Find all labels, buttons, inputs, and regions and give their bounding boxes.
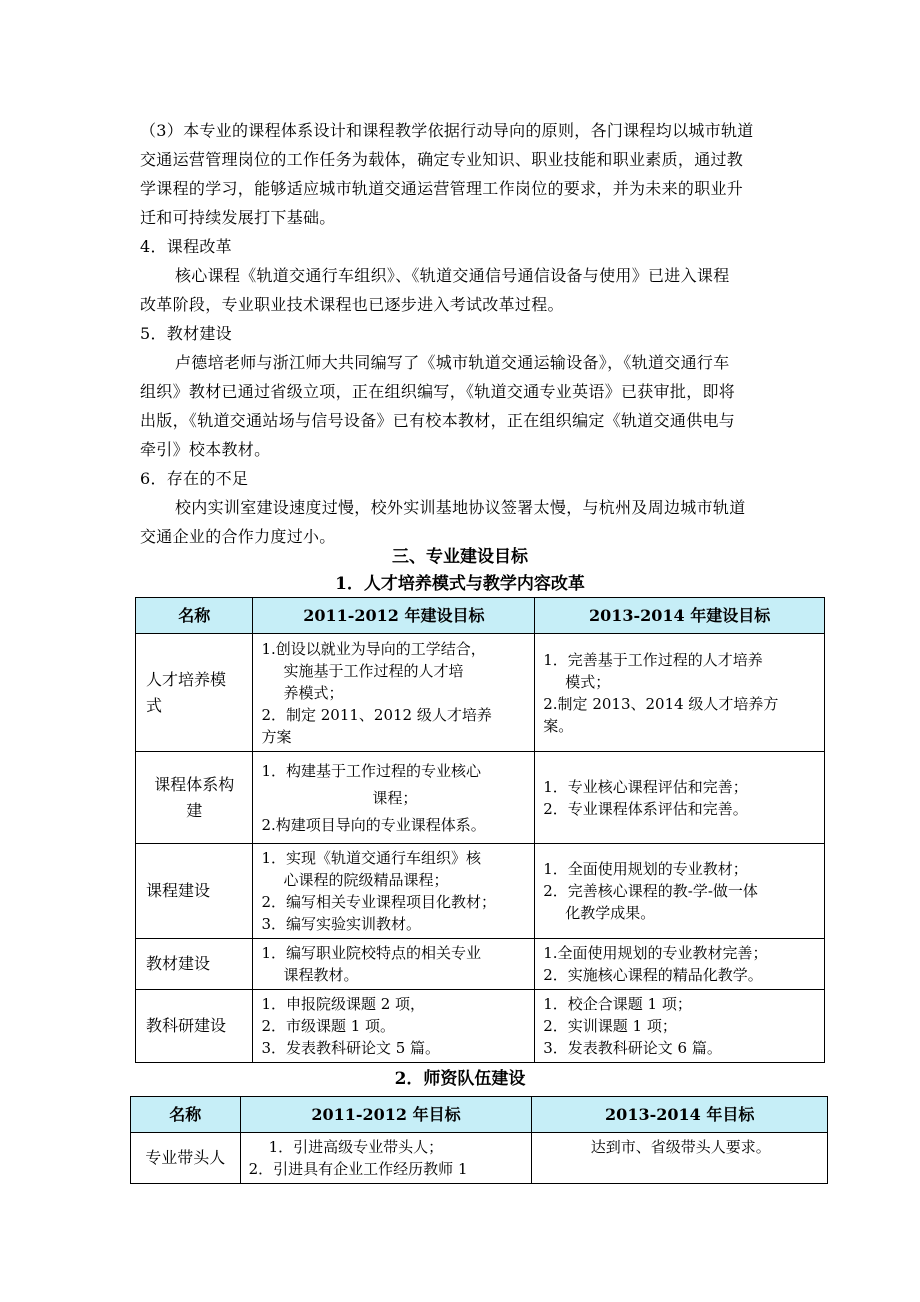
header-2013-2014: 2013-2014 年建设目标 (535, 598, 825, 634)
row-name-line: 课程体系构 (154, 774, 235, 794)
row-name-line: 式 (146, 695, 163, 715)
goal-item-cont: 心课程的院级精品课程； (283, 871, 449, 889)
goal-2011-2012 (253, 990, 535, 1063)
goal-2011-2012 (253, 844, 535, 939)
goal-2013-2014 (535, 752, 825, 844)
header-2011-2012: 2011-2012 年目标 (240, 1097, 532, 1133)
goal-2013-2014 (532, 1133, 828, 1184)
table2-title: 2．师资队伍建设 (394, 1069, 526, 1089)
goal-item-cont: 模式； (565, 672, 611, 691)
row-name (136, 990, 253, 1063)
text-line: 卢德培老师与浙江师大共同编写了《城市轨道交通运输设备》，《轨道交通行车 (175, 353, 730, 372)
goal-item: 2．编写相关专业课程项目化教材； (261, 893, 496, 911)
header-name: 名称 (136, 598, 253, 634)
goal-item: 1.创设以就业为导向的工学结合， (261, 639, 486, 658)
row-name-line: 建 (186, 800, 203, 820)
row-name (131, 1133, 241, 1184)
paragraph-curriculum-design (140, 116, 830, 232)
table-row (136, 939, 825, 990)
goal-item-cont: 课程； (372, 788, 418, 807)
row-name-line: 专业带头人 (145, 1148, 226, 1167)
goal-item-cont: 课程教材。 (283, 966, 359, 984)
table-row (136, 844, 825, 939)
goal-item: 1．校企合课题 1 项； (543, 995, 692, 1013)
goal-2011-2012 (253, 634, 535, 752)
text-line: 迁和可持续发展打下基础。 (140, 208, 336, 227)
goal-item: 3．发表教科研论文 5 篇。 (261, 1039, 441, 1057)
row-name-line: 课程建设 (146, 881, 211, 900)
goal-item: 1．编写职业院校特点的相关专业 (261, 944, 481, 962)
goal-item: 1．引进高级专业带头人； (268, 1138, 444, 1156)
section-textbook-construction (140, 319, 830, 464)
goal-item: 3．发表教科研论文 6 篇。 (543, 1039, 722, 1057)
table-row (131, 1133, 828, 1184)
table-header-row (136, 598, 825, 634)
row-name (136, 752, 253, 844)
section-heading-goals: 三、专业建设目标 (392, 547, 528, 567)
goal-2011-2012 (240, 1133, 532, 1184)
row-name-line: 人才培养模 (146, 669, 227, 689)
goal-item: 1．申报院级课题 2 项， (261, 995, 426, 1013)
goal-item-cont: 养模式； (283, 683, 344, 702)
goal-item: 2.制定 2013、2014 级人才培养方 (543, 694, 779, 713)
goal-item: 2．引进具有企业工作经历教师 1 (248, 1160, 468, 1178)
text-line: 核心课程《轨道交通行车组织》、《轨道交通信号通信设备与使用》已进入课程 (175, 266, 730, 285)
goal-item: 1．专业核心课程评估和完善； (543, 777, 748, 796)
table-row (136, 990, 825, 1063)
goal-item: 1．构建基于工作过程的专业核心 (261, 761, 481, 780)
table1-title: 1．人才培养模式与教学内容改革 (335, 574, 585, 594)
goal-item: 1．完善基于工作过程的人才培养 (543, 650, 763, 669)
goal-item: 1．实现《轨道交通行车组织》核 (261, 849, 481, 867)
header-name: 名称 (131, 1097, 241, 1133)
goal-2011-2012 (253, 939, 535, 990)
section-heading: 4．课程改革 (140, 237, 232, 256)
row-name (136, 939, 253, 990)
goal-item: 2．市级课题 1 项。 (261, 1017, 396, 1035)
goal-item: 2．实施核心课程的精品化教学。 (543, 966, 763, 984)
table-row (136, 634, 825, 752)
section-curriculum-reform (140, 232, 830, 319)
row-name-line: 教科研建设 (146, 1016, 227, 1035)
goal-item: 2．制定 2011、2012 级人才培养 (261, 705, 492, 724)
text-line: 出版，《轨道交通站场与信号设备》已有校本教材，正在组织编定《轨道交通供电与 (140, 411, 736, 430)
faculty-table (130, 1096, 828, 1184)
goal-item-cont: 案。 (543, 716, 574, 735)
header-2013-2014: 2013-2014 年目标 (532, 1097, 828, 1133)
goal-2013-2014 (535, 939, 825, 990)
row-name (136, 844, 253, 939)
header-2011-2012: 2011-2012 年建设目标 (253, 598, 535, 634)
goal-2013-2014 (535, 634, 825, 752)
text-line: （3）本专业的课程体系设计和课程教学依据行动导向的原则，各门课程均以城市轨道 (140, 121, 754, 140)
section-shortcomings (140, 464, 830, 551)
table-header-row (131, 1097, 828, 1133)
text-line: 交通企业的合作力度过小。 (140, 527, 336, 546)
goal-item: 1.全面使用规划的专业教材完善； (543, 944, 768, 962)
goal-item: 2．完善核心课程的教-学-做一体 (543, 882, 758, 900)
goal-item: 3．编写实验实训教材。 (261, 915, 421, 933)
table-row (136, 752, 825, 844)
row-name (136, 634, 253, 752)
text-line: 交通运营管理岗位的工作任务为载体，确定专业知识、职业技能和职业素质，通过教 (140, 150, 744, 169)
text-line: 牵引》校本教材。 (140, 440, 271, 459)
text-line: 组织》教材已通过省级立项，正在组织编写，《轨道交通专业英语》已获审批，即将 (140, 382, 736, 401)
section-heading: 6．存在的不足 (140, 469, 249, 488)
text-line: 改革阶段，专业职业技术课程也已逐步进入考试改革过程。 (140, 295, 564, 314)
text-line: 学课程的学习，能够适应城市轨道交通运营管理工作岗位的要求，并为未来的职业升 (140, 179, 744, 198)
goal-2011-2012 (253, 752, 535, 844)
goal-item: 2．实训课题 1 项； (543, 1017, 677, 1035)
goal-2013-2014 (535, 844, 825, 939)
goal-item: 2.构建项目导向的专业课程体系。 (261, 815, 486, 834)
row-name-line: 教材建设 (146, 954, 211, 973)
goal-2013-2014 (535, 990, 825, 1063)
goals-table (135, 597, 825, 1063)
goal-item-cont: 化教学成果。 (565, 904, 656, 922)
goal-item-cont: 方案 (261, 727, 292, 746)
section-heading: 5．教材建设 (140, 324, 232, 343)
goal-item: 2．专业课程体系评估和完善。 (543, 799, 748, 818)
goal-item: 1．全面使用规划的专业教材； (543, 860, 748, 878)
goal-item-cont: 实施基于工作过程的人才培 (283, 661, 464, 680)
text-line: 校内实训室建设速度过慢，校外实训基地协议签署太慢，与杭州及周边城市轨道 (175, 498, 746, 517)
goal-item: 达到市、省级带头人要求。 (590, 1138, 771, 1156)
